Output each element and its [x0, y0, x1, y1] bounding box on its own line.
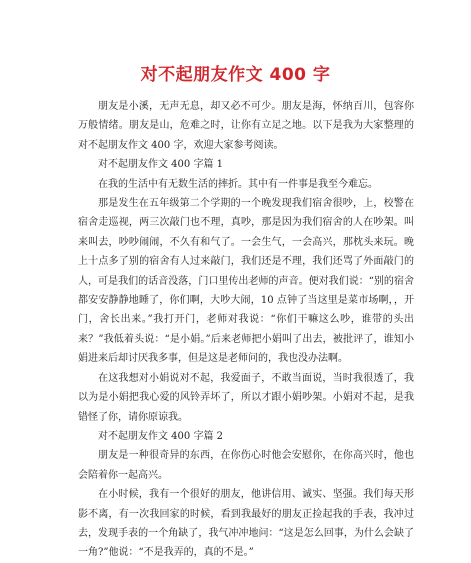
- document-body: [78, 97, 414, 563]
- paragraph: 在小时候，我有一个很好的朋友，他讲信用、诚实、坚强。我们每天形影不离，有一次我回家的时候，看到我最好的朋友正捡起我的手表，我冲过去，发现手表的一个角缺了，我气冲冲地问：“这是怎么回事，为什么会缺了一角?”他说：“不是我弄的，真的不是。”: [78, 489, 414, 559]
- paragraph-intro: 朋友是小溪，无声无息，却又必不可少。朋友是海，怀纳百川，包容你万般情绪。朋友是山，危难之时，让你有立足之地。以下是我为大家整理的对不起朋友作文 400 字，欢迎大家参考阅读。: [78, 101, 414, 151]
- document-title: 对不起朋友作文 400 字: [140, 65, 331, 85]
- section-heading-2: 对不起朋友作文 400 字篇 2: [98, 430, 223, 442]
- paragraph: 那是发生在五年级第二个学期的一个晚发现我们宿舍很吵，上，校警在宿舍走巡视，两三次敲门也不理，真吵，那是因为我们宿舍的人在吵架。叫来叫去，吵吵闹闹，不久有和气了。一会生气，一会高兴，那枕头来玩。晚上十点多了别的宿舍有人过来敲门，我们还是不理，我们还骂了外面敲门的人，可是我们的话音没落，门口里传出老师的声音。便对我们说：“别的宿舍都安安静静地睡了，你们啊，大吵大闹，10 点钟了当这里是菜市场啊，，开门，舍长出来。”我打开门，老师对我说：“你们干嘛这么吵，谁带的头出来？”我低着头说：“是小娟。”后来老师把小娟叫了出去，被批评了，谁知小娟进来后却讨厌我多事，但是这是老师问的，我也没办法啊。: [78, 198, 414, 365]
- paragraph: 在这我想对小娟说对不起，我爱面子，不敢当面说，当时我很透了，我以为是小娟把我心爱的风铃弄坏了，所以才跟小娟吵架。小娟对不起，是我错怪了你，请你原谅我。: [78, 372, 414, 423]
- paragraph: 在我的生活中有无数生活的摔折。其中有一件事是我至今难忘。: [98, 178, 378, 190]
- paragraph: 朋友是一种很奇异的东西，在你伤心时他会安慰你，在你高兴时，他也会陪着你一起高兴。: [78, 450, 414, 481]
- section-heading-1: 对不起朋友作文 400 字篇 1: [98, 159, 223, 171]
